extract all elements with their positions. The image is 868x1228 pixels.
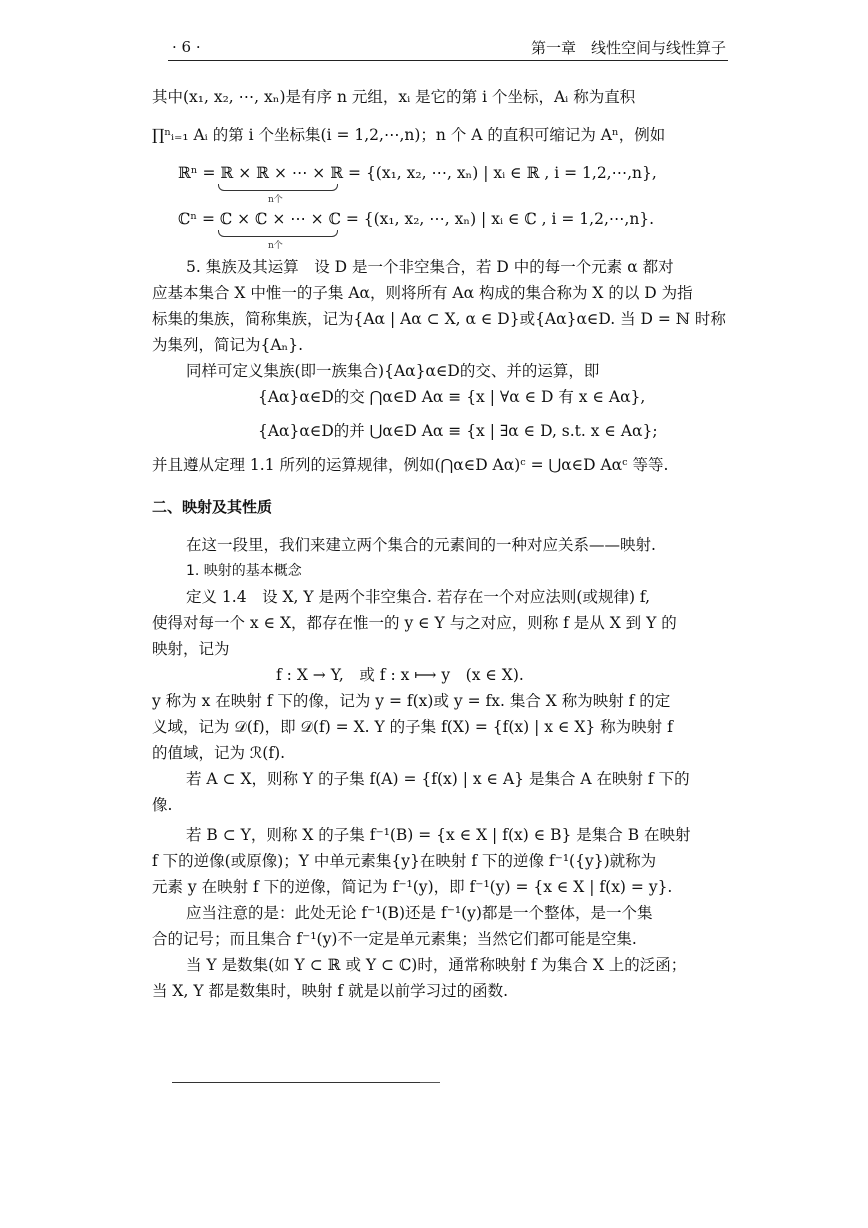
text-line: 义域，记为 𝒟(f)，即 𝒟(f) = X. Y 的子集 f(X) = {f(x) | x ∈ X} 称为映射 f <box>152 718 673 736</box>
text-line: 标集的集族，简称集族，记为{Aα | Aα ⊂ X, α ∈ D}或{Aα}α∈D. 当 D = ℕ 时称 <box>152 310 726 328</box>
text-line: 并且遵从定理 1.1 所列的运算规律，例如(⋂α∈D Aα)ᶜ = ⋃α∈D Aαᶜ 等等. <box>152 456 669 474</box>
text-line: 当 Y 是数集(如 Y ⊂ ℝ 或 Y ⊂ ℂ)时，通常称映射 f 为集合 X 上的泛函； <box>186 956 687 974</box>
footer-rule <box>172 1082 432 1083</box>
text-line: 像. <box>152 796 173 814</box>
text-line: 应当注意的是：此处无论 f⁻¹(B)还是 f⁻¹(y)都是一个整体，是一个集 <box>186 904 653 922</box>
text-line: y 称为 x 在映射 f 下的像，记为 y = f(x)或 y = fx. 集合 X 称为映射 f 的定 <box>152 692 671 710</box>
text-line: 元素 y 在映射 f 下的逆像，简记为 f⁻¹(y)，即 f⁻¹(y) = {x ∈ X | f(x) = y}. <box>152 878 673 896</box>
formula-line: {Aα}α∈D的交 ⋂α∈D Aα ≡ {x | ∀α ∈ D 有 x ∈ Aα}, <box>258 388 646 406</box>
definition-line: 定义 1.4 设 X, Y 是两个非空集合. 若存在一个对应法则(或规律) f, <box>186 588 651 606</box>
underbrace <box>218 184 338 191</box>
text-line: 为集列，简记为{Aₙ}. <box>152 336 304 354</box>
text-line: ∏ⁿᵢ₌₁ Aᵢ 的第 i 个坐标集(i = 1,2,⋯,n)；n 个 A 的直积可缩记为 Aⁿ，例如 <box>152 126 666 144</box>
text-line: 5. 集族及其运算 设 D 是一个非空集合，若 D 中的每一个元素 α 都对 <box>186 258 674 276</box>
text-line: 在这一段里，我们来建立两个集合的元素间的一种对应关系——映射. <box>186 536 656 554</box>
footer-rule-fragment <box>420 1082 440 1083</box>
chapter-title: 第一章 线性空间与线性算子 <box>530 39 726 57</box>
page-header <box>168 34 728 61</box>
page-number: · 6 · <box>172 38 201 56</box>
text-line: 映射，记为 <box>152 640 230 658</box>
text-line: 当 X, Y 都是数集时，映射 f 就是以前学习过的函数. <box>152 982 508 1000</box>
underbrace <box>218 230 338 237</box>
text-line: 合的记号；而且集合 f⁻¹(y)不一定是单元素集；当然它们都可能是空集. <box>152 930 637 948</box>
formula-line: ℝⁿ = ℝ × ℝ × ⋯ × ℝ = {(x₁, x₂, ⋯, xₙ) | xᵢ ∈ ℝ , i = 1,2,⋯,n}, <box>178 164 657 182</box>
text-line: 其中(x₁, x₂, ⋯, xₙ)是有序 n 元组，xᵢ 是它的第 i 个坐标，Aᵢ 称为直积 <box>152 88 636 106</box>
underbrace-label: n个 <box>268 195 283 205</box>
text-line: 同样可定义集族(即一族集合){Aα}α∈D的交、并的运算，即 <box>186 362 600 380</box>
formula-line: ℂⁿ = ℂ × ℂ × ⋯ × ℂ = {(x₁, x₂, ⋯, xₙ) | xᵢ ∈ ℂ , i = 1,2,⋯,n}. <box>178 210 655 228</box>
text-line: f 下的逆像(或原像)；Y 中单元素集{y}在映射 f 下的逆像 f⁻¹({y})就称为 <box>152 852 657 870</box>
underbrace-label: n个 <box>268 241 283 251</box>
formula-line: {Aα}α∈D的并 ⋃α∈D Aα ≡ {x | ∃α ∈ D, s.t. x ∈ Aα}; <box>258 422 658 440</box>
subsection-heading: 1. 映射的基本概念 <box>186 563 302 579</box>
text-line: 使得对每一个 x ∈ X，都存在惟一的 y ∈ Y 与之对应，则称 f 是从 X 到 Y 的 <box>152 614 677 632</box>
text-line: 的值域，记为 ℛ(f). <box>152 744 286 762</box>
section-heading: 二、映射及其性质 <box>152 498 273 516</box>
text-line: 若 B ⊂ Y，则称 X 的子集 f⁻¹(B) = {x ∈ X | f(x) ∈ B} 是集合 B 在映射 <box>186 826 691 844</box>
text-line: 若 A ⊂ X，则称 Y 的子集 f(A) = {f(x) | x ∈ A} 是集合 A 在映射 f 下的 <box>186 770 690 788</box>
formula-line: f : X → Y, 或 f : x ⟼ y (x ∈ X). <box>276 666 524 684</box>
text-line: 应基本集合 X 中惟一的子集 Aα，则将所有 Aα 构成的集合称为 X 的以 D 为指 <box>152 284 693 302</box>
